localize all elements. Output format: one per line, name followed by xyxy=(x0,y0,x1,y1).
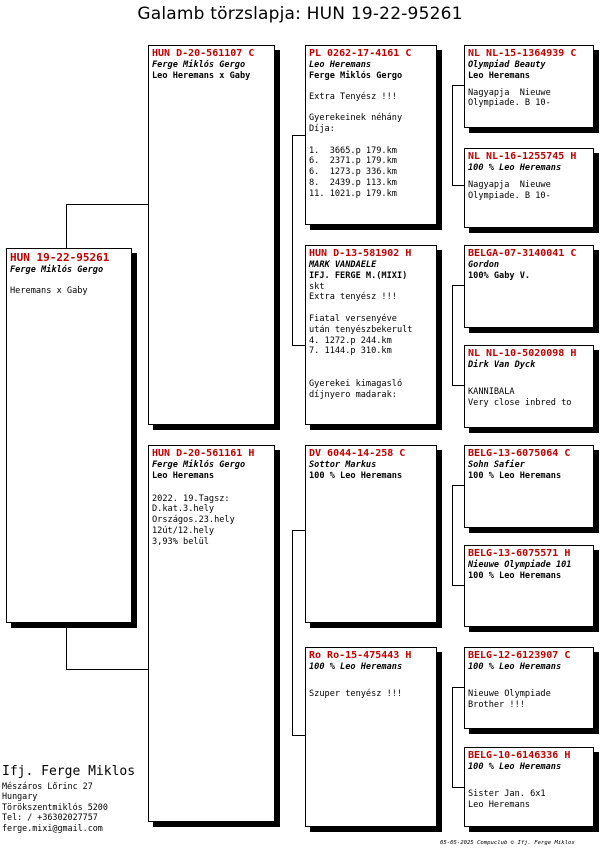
connector-line xyxy=(452,485,464,486)
ring-number: BELG-10-6146336 H xyxy=(468,750,571,761)
owner-line: Ferge Miklós Gergo xyxy=(152,460,246,470)
connector-line xyxy=(292,345,306,346)
great-grandparent-card[interactable] xyxy=(464,245,594,328)
great-grandparent-card[interactable] xyxy=(464,545,594,627)
connector-line xyxy=(452,687,453,787)
pigeon-notes: Extra Tenyész !!! Gyerekeinek néhány Díja: 1. 3665.p 179.km 6. 2371.p 179.km 6. 1273.p 336.km 8. 2439.p 113.km 11. 1021.p 179.km xyxy=(309,91,403,199)
ring-number: HUN D-13-581902 H xyxy=(309,248,412,259)
breeding-line: 100 % Leo Heremans xyxy=(468,470,562,481)
connector-line xyxy=(292,530,306,531)
owner-line: Dirk Van Dyck xyxy=(468,360,536,370)
connector-line xyxy=(452,585,464,586)
ring-number: NL NL-10-5020098 H xyxy=(468,348,577,359)
breeding-line: 100% Gaby V. xyxy=(468,270,531,281)
footer-credit: 05-05-2025 Compuclub © Ifj. Ferge Miklos xyxy=(440,840,575,846)
owner-line: Ferge Miklós Gergo xyxy=(10,265,104,275)
owner-email[interactable]: ferge.mixi@gmail.com xyxy=(2,822,103,833)
owner-name: Ifj. Ferge Miklos xyxy=(2,764,136,779)
page-title: Galamb törzslapja: HUN 19-22-95261 xyxy=(137,4,463,24)
connector-line xyxy=(292,135,293,345)
pigeon-notes: Heremans x Gaby xyxy=(10,285,88,296)
grandparent-card[interactable] xyxy=(305,45,437,225)
grandparent-card[interactable] xyxy=(305,245,437,425)
pigeon-notes: Sister Jan. 6x1 Leo Heremans xyxy=(468,788,546,810)
connector-line xyxy=(452,285,464,286)
ring-number: NL NL-15-1364939 C xyxy=(468,48,577,59)
great-grandparent-card[interactable] xyxy=(464,345,594,428)
connector-line xyxy=(452,385,464,386)
owner-line: 100 % Leo Heremans xyxy=(468,662,562,672)
owner-line: Sottor Markus xyxy=(309,460,377,470)
pigeon-notes: KANNIBALA Very close inbred to xyxy=(468,386,572,408)
breeding-line: 100 % Leo Heremans xyxy=(309,470,403,481)
great-grandparent-card[interactable] xyxy=(464,45,594,128)
owner-country: Hungary xyxy=(2,791,38,802)
sire-card[interactable] xyxy=(148,45,275,425)
ring-number: BELGA-07-3140041 C xyxy=(468,248,577,259)
connector-line xyxy=(452,185,464,186)
owner-line: Gordon xyxy=(468,260,500,270)
connector-line xyxy=(292,735,306,736)
pigeon-notes: Nieuwe Olympiade Brother !!! xyxy=(468,688,551,710)
breeding-line: Leo Heremans xyxy=(468,70,531,81)
connector-line xyxy=(66,669,150,670)
breeding-line: Leo Heremans xyxy=(152,470,215,481)
great-grandparent-card[interactable] xyxy=(464,445,594,528)
great-grandparent-card[interactable] xyxy=(464,747,594,827)
pigeon-notes: Szuper tenyész !!! xyxy=(309,688,403,699)
owner-phone: Tel: / +36302027757 xyxy=(2,812,98,823)
connector-line xyxy=(452,285,453,385)
grandparent-card[interactable] xyxy=(305,647,437,827)
pigeon-notes: skt Extra tenyész !!! Fiatal versenyéve után tenyészbekerult 4. 1272.p 244.km 7. 1144.p 310.km Gyerekei kimagasló díjnyero madarak: xyxy=(309,281,413,400)
ring-number: PL 0262-17-4161 C xyxy=(309,48,412,59)
connector-line xyxy=(452,85,453,185)
connector-line xyxy=(452,687,464,688)
breeding-line: IFJ. FERGE M.(MIXI) xyxy=(309,270,408,281)
ring-number: Ro Ro-15-475443 H xyxy=(309,650,412,661)
owner-city: Törökszentmiklós 5200 xyxy=(2,801,108,812)
ring-number: HUN D-20-561107 C xyxy=(152,48,255,59)
owner-line: Nieuwe Olympiade 101 xyxy=(468,560,572,570)
breeding-line: Ferge Miklós Gergo xyxy=(309,70,403,81)
ring-number: HUN 19-22-95261 xyxy=(10,251,110,264)
owner-line: Sohn Safier xyxy=(468,460,525,470)
owner-line: Ferge Miklós Gergo xyxy=(152,60,246,70)
connector-line xyxy=(66,204,150,205)
connector-line xyxy=(452,485,453,585)
owner-line: Leo Heremans xyxy=(309,60,372,70)
owner-line: 100 % Leo Heremans xyxy=(468,163,562,173)
connector-line xyxy=(292,135,306,136)
connector-line xyxy=(292,530,293,735)
owner-line: 100 % Leo Heremans xyxy=(309,662,403,672)
subject-pigeon-card[interactable] xyxy=(6,248,132,623)
ring-number: BELG-12-6123907 C xyxy=(468,650,571,661)
connector-line xyxy=(452,85,464,86)
breeding-line: Leo Heremans x Gaby xyxy=(152,70,251,81)
ring-number: DV 6044-14-258 C xyxy=(309,448,406,459)
ring-number: BELG-13-6075064 C xyxy=(468,448,571,459)
breeding-line: 100 % Leo Heremans xyxy=(468,570,562,581)
owner-line: MARK VANDAELE xyxy=(309,260,377,270)
dam-card[interactable] xyxy=(148,445,275,822)
great-grandparent-card[interactable] xyxy=(464,148,594,228)
owner-info xyxy=(2,764,135,833)
ring-number: NL NL-16-1255745 H xyxy=(468,151,577,162)
owner-line: 100 % Leo Heremans xyxy=(468,762,562,772)
pigeon-notes: 2022. 19.Tagsz: D.kat.3.hely Országos.23.hely 12út/12.hely 3,93% belül xyxy=(152,493,235,547)
ring-number: HUN D-20-561161 H xyxy=(152,448,255,459)
ring-number: BELG-13-6075571 H xyxy=(468,548,571,559)
great-grandparent-card[interactable] xyxy=(464,647,594,729)
pigeon-notes: Nagyapja Nieuwe Olympiade. B 10- xyxy=(468,87,551,109)
pigeon-notes: Nagyapja Nieuwe Olympiade. B 10- xyxy=(468,179,551,201)
owner-address: Mészáros Lőrinc 27 xyxy=(2,781,93,791)
grandparent-card[interactable] xyxy=(305,445,437,623)
connector-line xyxy=(452,787,464,788)
owner-line: Olympiad Beauty xyxy=(468,60,546,70)
